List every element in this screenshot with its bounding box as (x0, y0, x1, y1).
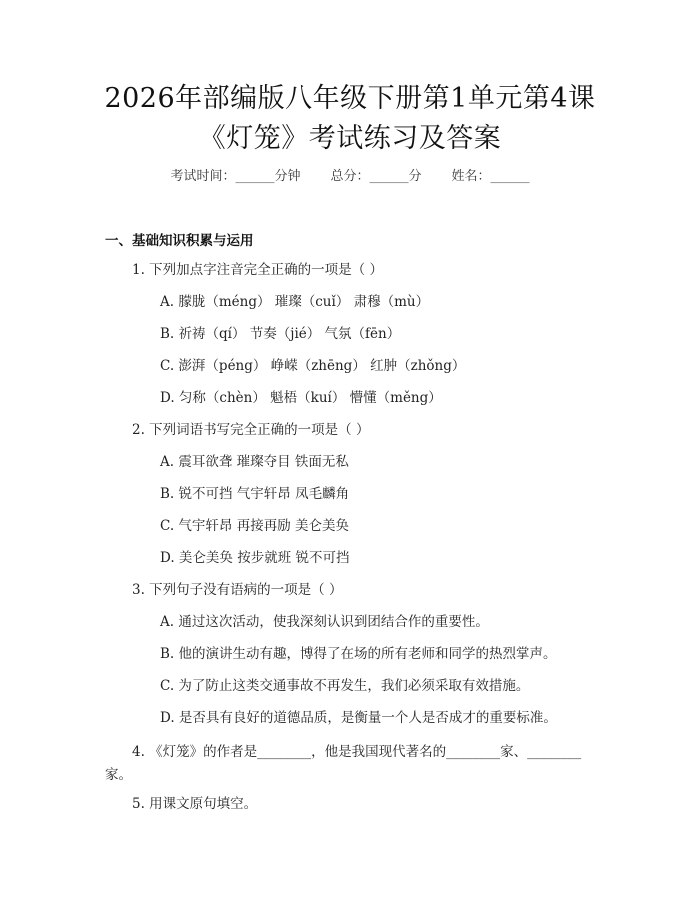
exam-time: 考试时间：______分钟 (170, 169, 301, 184)
question-2-option-a: A. 震耳欲聋 璀璨夺目 铁面无私 (160, 454, 349, 470)
question-2: 2. 下列词语书写完全正确的一项是（ ） (132, 422, 370, 438)
question-3: 3. 下列句子没有语病的一项是（ ） (132, 582, 343, 598)
question-3-option-d: D. 是否具有良好的道德品质，是衡量一个人是否成才的重要标准。 (160, 710, 557, 726)
question-2-option-c: C. 气宇轩昂 再接再励 美仑美奂 (160, 518, 350, 534)
question-3-option-a: A. 通过这次活动，使我深刻认识到团结合作的重要性。 (160, 614, 489, 630)
question-1: 1. 下列加点字注音完全正确的一项是（ ） (132, 262, 383, 278)
section-heading: 一、基础知识积累与运用 (105, 233, 254, 249)
question-1-option-c: C. 澎湃（péng） 峥嵘（zhēng） 红肿（zhǒng） (160, 358, 466, 374)
exam-meta (0, 168, 700, 186)
question-1-option-d: D. 匀称（chèn） 魁梧（kuí） 懵懂（měng） (160, 390, 442, 406)
page-title-line-1: 2026年部编版八年级下册第1单元第4课 (104, 83, 596, 114)
question-1-option-b: B. 祈祷（qí） 节奏（jié） 气氛（fēn） (160, 326, 401, 342)
page-title-line-2: 《灯笼》考试练习及答案 (198, 123, 502, 154)
question-2-option-d: D. 美仑美奂 按步就班 锐不可挡 (160, 550, 350, 566)
exam-total-score: 总分：______分 (330, 169, 422, 184)
question-3-option-b: B. 他的演讲生动有趣，博得了在场的所有老师和同学的热烈掌声。 (160, 646, 557, 662)
question-5: 5. 用课文原句填空。 (132, 796, 258, 812)
question-4: 4. 《灯笼》的作者是________，他是我国现代著名的________家、________家。 (105, 744, 582, 783)
question-1-option-a: A. 朦胧（méng） 璀璨（cuǐ） 肃穆（mù） (160, 294, 430, 310)
question-2-option-b: B. 锐不可挡 气宇轩昂 凤毛麟角 (160, 486, 350, 502)
question-3-option-c: C. 为了防止这类交通事故不再发生，我们必须采取有效措施。 (160, 678, 530, 694)
student-name: 姓名：______ (451, 169, 530, 184)
